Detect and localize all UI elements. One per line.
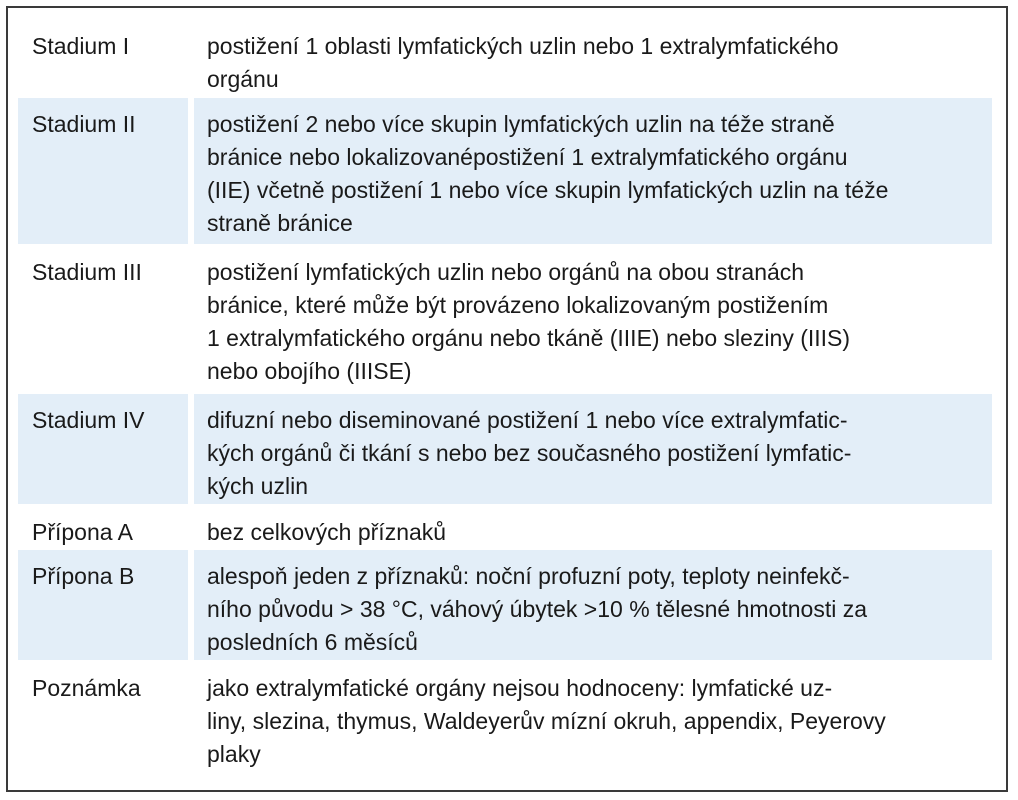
row-description xyxy=(194,550,992,660)
description-line: plaky xyxy=(207,741,261,767)
description-line: jako extralymfatické orgány nejsou hodnoceny: lymfatické uz- xyxy=(207,675,833,701)
table-row-stadium-3 xyxy=(18,246,996,392)
row-description xyxy=(194,20,992,96)
table-row-poznamka xyxy=(18,662,996,774)
table-row-stadium-4 xyxy=(18,394,996,504)
description-line: bránice, které může být provázeno lokalizovaným postižením xyxy=(207,292,829,318)
row-description xyxy=(194,98,992,244)
row-label: Stadium IV xyxy=(18,394,188,504)
description-line: orgánu xyxy=(207,66,279,92)
row-label: Přípona B xyxy=(18,550,188,660)
row-label: Přípona A xyxy=(32,519,134,545)
description-line: difuzní nebo diseminované postižení 1 nebo více extralymfatic- xyxy=(207,407,848,433)
description-line: nebo obojího (IIISE) xyxy=(207,358,412,384)
description-line: posledních 6 měsíců xyxy=(207,629,418,655)
description-line: postižení lymfatických uzlin nebo orgánů na obou stranách xyxy=(207,259,805,285)
staging-table xyxy=(6,6,1008,792)
table-row-stadium-1 xyxy=(18,20,996,96)
row-description xyxy=(194,394,992,504)
row-description xyxy=(194,506,992,548)
row-label: Stadium III xyxy=(32,259,142,285)
description-line: straně bránice xyxy=(207,210,353,236)
table-row-stadium-2 xyxy=(18,98,996,244)
description-line: (IIE) včetně postižení 1 nebo více skupin lymfatických uzlin na téže xyxy=(207,177,889,203)
row-label: Poznámka xyxy=(32,675,141,701)
row-description xyxy=(194,246,992,392)
description-line: alespoň jeden z příznaků: noční profuzní poty, teploty neinfekč- xyxy=(207,563,850,589)
row-description xyxy=(194,662,992,774)
row-label: Stadium I xyxy=(32,33,130,59)
table-row-pripona-a xyxy=(18,506,996,548)
description-line: liny, slezina, thymus, Waldeyerův mízní okruh, appendix, Peyerovy xyxy=(207,708,886,734)
description-line: kých uzlin xyxy=(207,473,308,499)
description-line: postižení 1 oblasti lymfatických uzlin nebo 1 extralymfatického xyxy=(207,33,839,59)
description-line: 1 extralymfatického orgánu nebo tkáně (IIIE) nebo sleziny (IIIS) xyxy=(207,325,851,351)
table-row-pripona-b xyxy=(18,550,996,660)
row-label: Stadium II xyxy=(18,98,188,244)
description-line: bránice nebo lokalizovanépostižení 1 extralymfatického orgánu xyxy=(207,144,848,170)
description-line: bez celkových příznaků xyxy=(207,519,447,545)
description-line: postižení 2 nebo více skupin lymfatických uzlin na téže straně xyxy=(207,111,835,137)
description-line: kých orgánů či tkání s nebo bez současného postižení lymfatic- xyxy=(207,440,852,466)
description-line: ního původu > 38 °C, váhový úbytek >10 % tělesné hmotnosti za xyxy=(207,596,868,622)
